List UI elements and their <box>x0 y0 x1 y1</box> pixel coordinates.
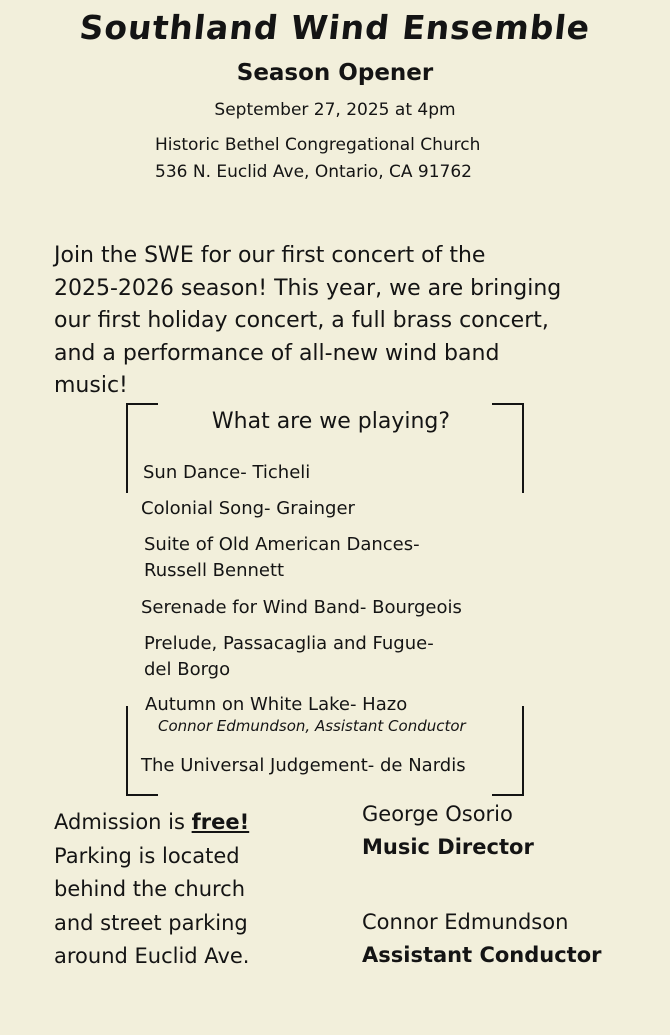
bracket-bottom-left <box>126 706 158 796</box>
parking-line: around Euclid Ave. <box>54 944 250 968</box>
admission-line <box>54 806 249 840</box>
venue-name: Historic Bethel Congregational Church <box>155 135 481 155</box>
piece-line: Suite of Old American Dances- <box>144 534 420 555</box>
venue-address: 536 N. Euclid Ave, Ontario, CA 91762 <box>155 162 472 182</box>
program-piece <box>141 496 355 522</box>
program-piece <box>144 631 434 683</box>
staff-assistant-conductor <box>362 906 602 972</box>
ensemble-title: Southland Wind Ensemble <box>77 8 593 47</box>
piece-line: Prelude, Passacaglia and Fugue- <box>144 633 434 654</box>
piece-line: Sun Dance- Ticheli <box>143 462 311 483</box>
intro-line: and a performance of all-new wind band <box>54 340 500 366</box>
intro-line: Join the SWE for our first concert of the <box>54 243 486 268</box>
staff-music-director <box>362 798 534 864</box>
staff-name: George Osorio <box>362 802 513 826</box>
piece-line: Russell Bennett <box>144 560 285 581</box>
program-piece <box>141 595 462 621</box>
staff-name: Connor Edmundson <box>362 910 569 934</box>
parking-line: behind the church <box>54 877 246 901</box>
intro-line: our first holiday concert, a full brass concert, <box>54 308 549 333</box>
piece-line: The Universal Judgement- de Nardis <box>141 755 466 776</box>
admission-info <box>54 806 249 974</box>
bracket-bottom-right <box>492 706 524 796</box>
staff-role: Music Director <box>362 835 534 859</box>
piece-line: Serenade for Wind Band- Bourgeois <box>141 597 462 618</box>
program-piece <box>141 753 466 779</box>
venue-block <box>155 132 480 186</box>
staff-role: Assistant Conductor <box>362 943 602 967</box>
program-heading: What are we playing? <box>211 409 451 434</box>
parking-line: Parking is located <box>54 843 240 868</box>
intro-line: 2025-2026 season! This year, we are bringing <box>54 275 562 301</box>
admission-prefix: Admission is <box>54 810 192 834</box>
intro-paragraph <box>54 240 614 403</box>
parking-line: and street parking <box>54 910 248 935</box>
admission-free: free! <box>191 810 250 834</box>
concert-date: September 27, 2025 at 4pm <box>214 100 456 120</box>
piece-line: Colonial Song- Grainger <box>141 498 355 519</box>
program-piece <box>144 532 420 584</box>
piece-line: del Borgo <box>144 659 231 680</box>
concert-subtitle: Season Opener <box>236 60 434 86</box>
assistant-conductor-note: Connor Edmundson, Assistant Conductor <box>158 717 466 735</box>
program-piece <box>143 460 310 486</box>
intro-line: music! <box>54 373 128 398</box>
program-piece <box>145 692 407 718</box>
piece-line: Autumn on White Lake- Hazo <box>145 694 408 715</box>
